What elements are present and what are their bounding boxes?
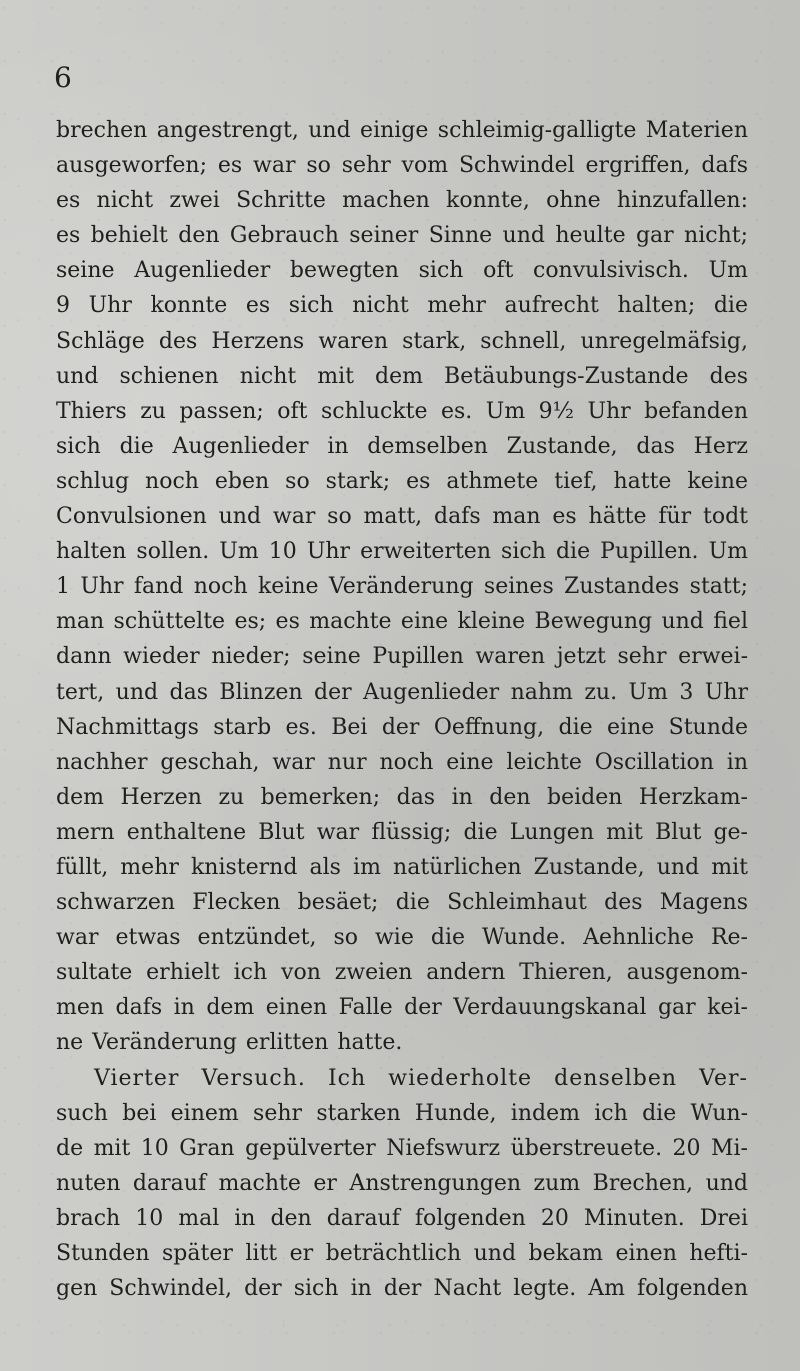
text-line: 9 Uhr konnte es sich nicht mehr aufrecht halten; die: [56, 293, 748, 319]
text-line: dem Herzen zu bemerken; das in den beiden Herzkam-: [56, 784, 748, 810]
text-line: halten sollen. Um 10 Uhr erweiterten sich die Pupillen. Um: [56, 539, 748, 565]
text-line: ausgeworfen; es war so sehr vom Schwindel ergriffen, dafs: [56, 153, 748, 179]
page-number: 6: [54, 61, 73, 94]
text-line: Convulsionen und war so matt, dafs man es hätte für todt: [56, 504, 748, 530]
text-line: such bei einem sehr starken Hunde, indem ich die Wun-: [56, 1100, 748, 1126]
text-line: Nachmittags starb es. Bei der Oeffnung, die eine Stunde: [56, 714, 748, 740]
text-line: tert, und das Blinzen der Augenlieder nahm zu. Um 3 Uhr: [56, 679, 748, 705]
text-line: und schienen nicht mit dem Betäubungs-Zustande des: [56, 363, 748, 389]
text-line: nuten darauf machte er Anstrengungen zum Brechen, und: [56, 1170, 748, 1196]
text-line: brechen angestrengt, und einige schleimig-galligte Materien: [56, 118, 748, 143]
text-line: Stunden später litt er beträchtlich und bekam einen hefti-: [56, 1241, 748, 1266]
text-line: dann wieder nieder; seine Pupillen waren jetzt sehr erwei-: [56, 644, 748, 670]
text-line: Vierter Versuch. Ich wiederholte denselben Ver-: [94, 1065, 748, 1091]
text-line: brach 10 mal in den darauf folgenden 20 Minuten. Drei: [56, 1205, 748, 1231]
body-text: [56, 113, 748, 1306]
text-line: seine Augenlieder bewegten sich oft convulsivisch. Um: [56, 258, 748, 284]
text-line: nachher geschah, war nur noch eine leichte Oscillation in: [56, 749, 748, 775]
text-line: Thiers zu passen; oft schluckte es. Um 9½ Uhr befanden: [56, 398, 748, 424]
text-line: men dafs in dem einen Falle der Verdauungskanal gar kei-: [56, 995, 748, 1021]
text-line: füllt, mehr knisternd als im natürlichen Zustande, und mit: [56, 854, 748, 880]
text-line: man schüttelte es; es machte eine kleine Bewegung und fiel: [56, 609, 748, 635]
text-line: schwarzen Flecken besäet; die Schleimhaut des Magens: [56, 890, 748, 916]
text-line: sich die Augenlieder in demselben Zustande, das Herz: [56, 433, 748, 459]
text-line: 1 Uhr fand noch keine Veränderung seines Zustandes statt;: [56, 574, 748, 600]
text-line: ne Veränderung erlitten hatte.: [56, 1030, 403, 1056]
text-line: mern enthaltene Blut war flüssig; die Lungen mit Blut ge-: [56, 819, 748, 845]
text-line: sultate erhielt ich von zweien andern Thieren, ausgenom-: [56, 960, 748, 986]
text-line: es nicht zwei Schritte machen konnte, ohne hinzufallen:: [56, 188, 748, 214]
text-line: Schläge des Herzens waren stark, schnell, unregelmäfsig,: [56, 328, 748, 354]
text-line: es behielt den Gebrauch seiner Sinne und heulte gar nicht;: [56, 223, 748, 249]
text-line: gen Schwindel, der sich in der Nacht legte. Am folgenden: [56, 1276, 748, 1302]
text-line: war etwas entzündet, so wie die Wunde. Aehnliche Re-: [56, 925, 748, 951]
text-line: de mit 10 Gran gepülverter Niefswurz überstreuete. 20 Mi-: [56, 1135, 748, 1161]
text-line: schlug noch eben so stark; es athmete tief, hatte keine: [56, 468, 748, 494]
